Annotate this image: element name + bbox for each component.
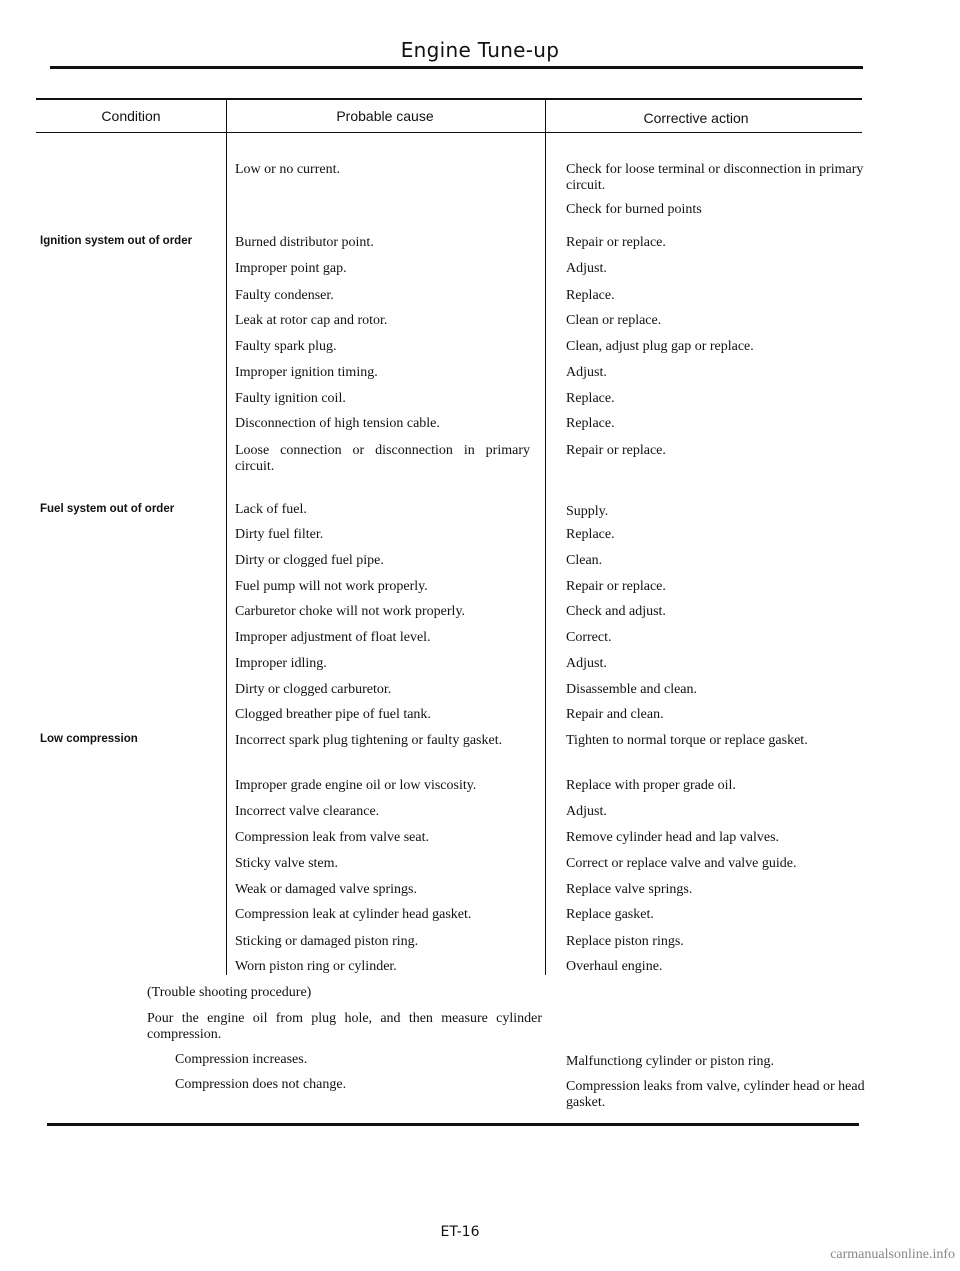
cause-item: Faulty spark plug. bbox=[235, 339, 337, 354]
action-item: Disassemble and clean. bbox=[566, 682, 698, 697]
procedure-case-2: Compression does not change. bbox=[175, 1077, 347, 1092]
title-rule bbox=[50, 66, 863, 69]
action-item: Adjust. bbox=[566, 656, 607, 671]
action-item: Check and adjust. bbox=[566, 604, 666, 619]
procedure-heading: (Trouble shooting procedure) bbox=[147, 985, 312, 1000]
cause-item: Clogged breather pipe of fuel tank. bbox=[235, 707, 431, 722]
page-number: ET-16 bbox=[440, 1224, 480, 1240]
condition-compression: Low compression bbox=[40, 733, 138, 745]
action-item: Clean. bbox=[566, 553, 603, 568]
cause-item: Sticking or damaged piston ring. bbox=[235, 934, 419, 949]
column-divider-1 bbox=[226, 98, 227, 975]
action-item: Clean or replace. bbox=[566, 313, 662, 328]
action-item: Clean, adjust plug gap or replace. bbox=[566, 339, 754, 354]
procedure-meaning-1: Malfunctiong cylinder or piston ring. bbox=[566, 1054, 775, 1069]
page-title: Engine Tune-up bbox=[400, 38, 560, 62]
cause-item: Fuel pump will not work properly. bbox=[235, 579, 428, 594]
action-item: Adjust. bbox=[566, 365, 607, 380]
cause-item: Sticky valve stem. bbox=[235, 856, 339, 871]
action-item: Tighten to normal torque or replace gasket. bbox=[566, 733, 808, 748]
action-item: Replace gasket. bbox=[566, 907, 654, 922]
action-item: Overhaul engine. bbox=[566, 959, 663, 974]
cause-item: Worn piston ring or cylinder. bbox=[235, 959, 397, 974]
cause-item: Dirty or clogged carburetor. bbox=[235, 682, 392, 697]
action-item: Replace with proper grade oil. bbox=[566, 778, 736, 793]
cause-item: Weak or damaged valve springs. bbox=[235, 882, 417, 897]
procedure-text: Pour the engine oil from plug hole, and then measure cylinder compression. bbox=[147, 1011, 542, 1042]
cause-item: Compression leak from valve seat. bbox=[235, 830, 430, 845]
action-item: Adjust. bbox=[566, 261, 607, 276]
action-item: Check for burned points bbox=[566, 202, 702, 217]
cause-item: Faulty ignition coil. bbox=[235, 391, 346, 406]
cause-item: Low or no current. bbox=[235, 162, 340, 177]
action-item: Adjust. bbox=[566, 804, 607, 819]
action-item: Check for loose terminal or disconnection in primary circuit. bbox=[566, 162, 864, 193]
action-item: Replace. bbox=[566, 527, 615, 542]
action-item: Remove cylinder head and lap valves. bbox=[566, 830, 780, 845]
action-item: Repair or replace. bbox=[566, 443, 666, 458]
watermark: carmanualsonline.info bbox=[830, 1247, 955, 1262]
cause-item: Dirty fuel filter. bbox=[235, 527, 324, 542]
cause-item: Lack of fuel. bbox=[235, 502, 307, 517]
action-item: Replace. bbox=[566, 416, 615, 431]
procedure-case-1: Compression increases. bbox=[175, 1052, 308, 1067]
table-bottom-rule bbox=[47, 1123, 859, 1126]
action-item: Replace. bbox=[566, 288, 615, 303]
cause-item: Compression leak at cylinder head gasket. bbox=[235, 907, 472, 922]
cause-item: Incorrect spark plug tightening or faulty gasket. bbox=[235, 733, 503, 748]
cause-item: Burned distributor point. bbox=[235, 235, 374, 250]
cause-item: Improper grade engine oil or low viscosity. bbox=[235, 778, 477, 793]
cause-item: Dirty or clogged fuel pipe. bbox=[235, 553, 384, 568]
cause-item: Improper point gap. bbox=[235, 261, 347, 276]
action-item: Replace valve springs. bbox=[566, 882, 693, 897]
procedure-meaning-2: Compression leaks from valve, cylinder head or head gasket. bbox=[566, 1079, 865, 1110]
column-divider-2 bbox=[545, 98, 546, 975]
cause-item: Improper adjustment of float level. bbox=[235, 630, 431, 645]
action-item: Supply. bbox=[566, 504, 609, 519]
table-top-rule bbox=[36, 98, 862, 100]
action-item: Correct or replace valve and valve guide. bbox=[566, 856, 797, 871]
action-item: Repair and clean. bbox=[566, 707, 664, 722]
cause-item: Improper ignition timing. bbox=[235, 365, 378, 380]
condition-fuel: Fuel system out of order bbox=[40, 503, 175, 515]
header-condition: Condition bbox=[101, 108, 161, 124]
action-item: Correct. bbox=[566, 630, 612, 645]
condition-ignition: Ignition system out of order bbox=[40, 235, 193, 247]
cause-item: Incorrect valve clearance. bbox=[235, 804, 380, 819]
cause-item: Faulty condenser. bbox=[235, 288, 334, 303]
header-rule bbox=[36, 132, 862, 133]
action-item: Replace. bbox=[566, 391, 615, 406]
action-item: Repair or replace. bbox=[566, 235, 666, 250]
header-cause: Probable cause bbox=[336, 108, 434, 124]
cause-item: Improper idling. bbox=[235, 656, 327, 671]
cause-item: Leak at rotor cap and rotor. bbox=[235, 313, 388, 328]
header-action: Corrective action bbox=[643, 110, 749, 126]
cause-item: Loose connection or disconnection in primary circuit. bbox=[235, 443, 530, 474]
cause-item: Disconnection of high tension cable. bbox=[235, 416, 440, 431]
cause-item: Carburetor choke will not work properly. bbox=[235, 604, 466, 619]
action-item: Repair or replace. bbox=[566, 579, 666, 594]
action-item: Replace piston rings. bbox=[566, 934, 684, 949]
